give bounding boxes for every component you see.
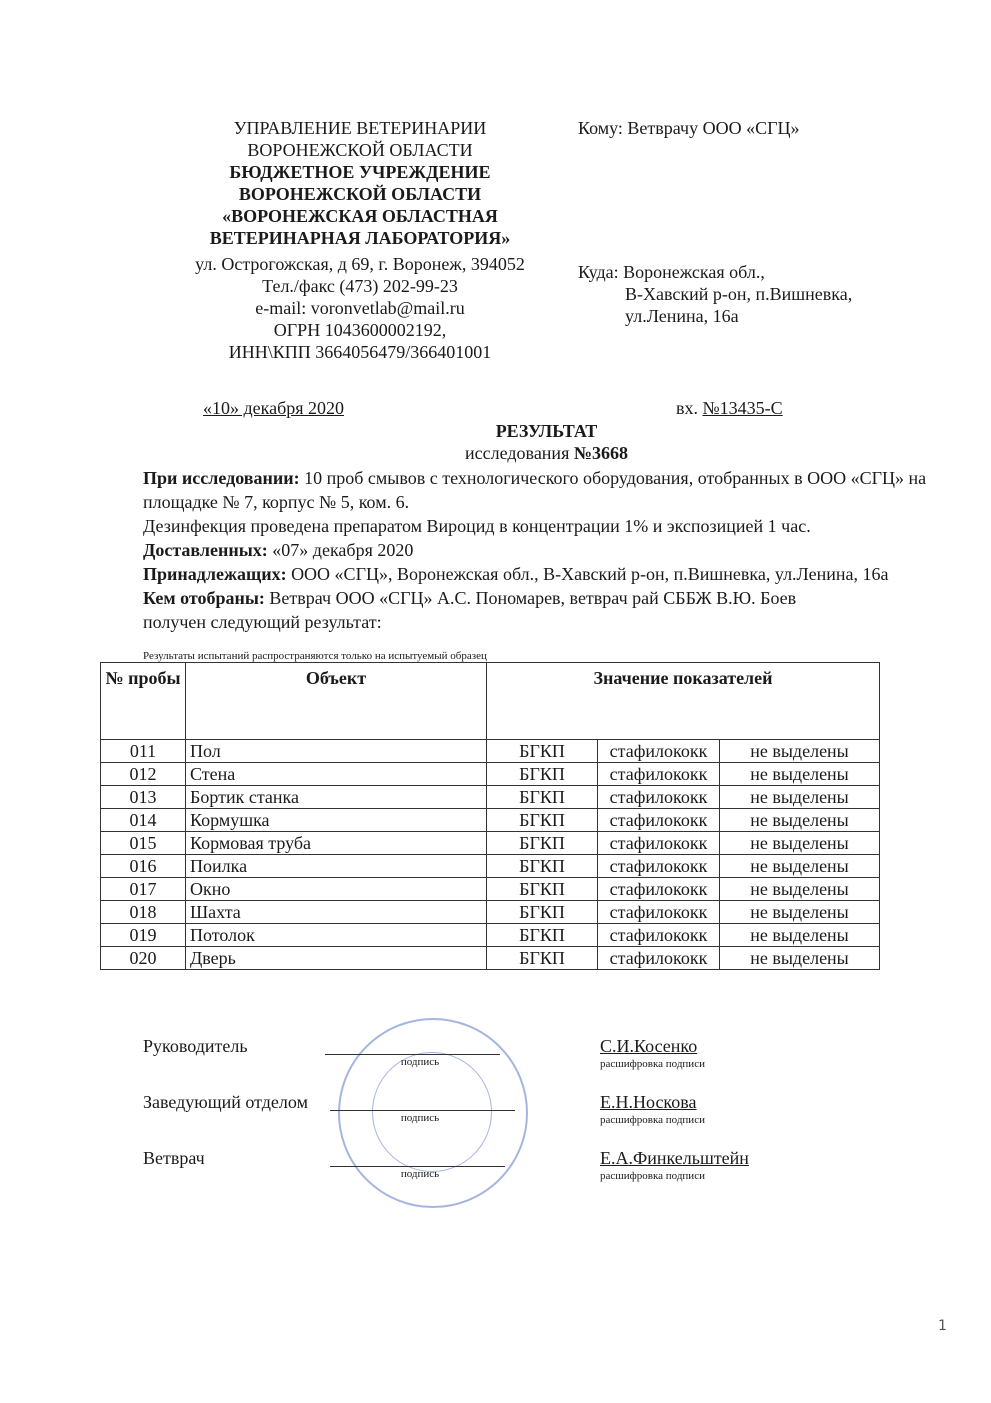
table-row [101, 763, 880, 786]
sample-no: 017 [101, 878, 186, 901]
object-name: Поилка [186, 855, 487, 878]
incoming-no: №13435-С [702, 398, 783, 418]
object-name: Потолок [186, 924, 487, 947]
sample-no: 019 [101, 924, 186, 947]
org-address: ул. Острогожская, д 69, г. Воронеж, 394052 [195, 254, 525, 274]
disinfection-text: Дезинфекция проведена препаратом Вироцид в концентрации 1% и экспозицией 1 час. [143, 516, 811, 536]
sample-no: 014 [101, 809, 186, 832]
signature-decode-caption: расшифровка подписи [600, 1058, 705, 1070]
study-number: №3668 [573, 443, 628, 463]
signature-line [330, 1166, 505, 1167]
object-name: Стена [186, 763, 487, 786]
sample-no: 015 [101, 832, 186, 855]
research-paragraph [143, 466, 943, 514]
org-line: УПРАВЛЕНИЕ ВЕТЕРИНАРИИ [233, 118, 487, 138]
table-row [101, 832, 880, 855]
recipient-to: Кому: Ветврачу ООО «СГЦ» [578, 118, 800, 138]
header-values: Значение показателей [487, 663, 880, 740]
indicator-bgkp: БГКП [487, 924, 598, 947]
object-name: Дверь [186, 947, 487, 970]
indicator-bgkp: БГКП [487, 855, 598, 878]
signature-line [330, 1110, 515, 1111]
table-row [101, 924, 880, 947]
results-note: Результаты испытаний распространяются только на испытуемый образец [143, 650, 487, 662]
signature-caption: подпись [400, 1056, 440, 1068]
indicator-bgkp: БГКП [487, 740, 598, 763]
where-line: В-Хавский р-он, п.Вишневка, [625, 284, 853, 304]
delivered-paragraph [143, 538, 943, 562]
sampled-text: Ветврач ООО «СГЦ» А.С. Пономарев, ветврач рай СББЖ В.Ю. Боев [264, 588, 797, 608]
result-value: не выделены [720, 832, 880, 855]
signature-role: Заведующий отделом [143, 1092, 308, 1112]
results-table [100, 662, 880, 970]
object-name: Бортик станка [186, 786, 487, 809]
table-row [101, 809, 880, 832]
sampled-paragraph [143, 586, 943, 610]
recipient-where [578, 261, 852, 327]
signature-decode-caption: расшифровка подписи [600, 1114, 705, 1126]
result-value: не выделены [720, 763, 880, 786]
org-phone: Тел./факс (473) 202-99-23 [262, 276, 458, 296]
indicator-staph: стафилококк [598, 878, 720, 901]
result-intro: получен следующий результат: [143, 612, 382, 632]
indicator-staph: стафилококк [598, 901, 720, 924]
indicator-bgkp: БГКП [487, 809, 598, 832]
signer-name: Е.Н.Носкова [600, 1092, 697, 1112]
indicator-staph: стафилококк [598, 740, 720, 763]
object-name: Пол [186, 740, 487, 763]
result-value: не выделены [720, 786, 880, 809]
document-subtitle [0, 443, 991, 464]
signature-decode-caption: расшифровка подписи [600, 1170, 705, 1182]
header-object: Объект [186, 663, 487, 740]
sample-no: 013 [101, 786, 186, 809]
org-inn-kpp: ИНН\КПП 3664056479/366401001 [228, 342, 492, 362]
delivered-text: «07» декабря 2020 [267, 540, 414, 560]
subtitle-prefix: исследования [465, 443, 574, 463]
where-line: ул.Ленина, 16а [625, 306, 739, 326]
indicator-bgkp: БГКП [487, 832, 598, 855]
belonging-label: Принадлежащих: [143, 564, 287, 584]
indicator-staph: стафилококк [598, 855, 720, 878]
result-value: не выделены [720, 878, 880, 901]
result-value: не выделены [720, 947, 880, 970]
indicator-staph: стафилококк [598, 786, 720, 809]
org-email: e-mail: voronvetlab@mail.ru [255, 298, 465, 318]
org-line: ВЕТЕРИНАРНАЯ ЛАБОРАТОРИЯ» [209, 228, 511, 248]
signer-name: Е.А.Финкельштейн [600, 1148, 749, 1168]
indicator-staph: стафилококк [598, 832, 720, 855]
signature-role: Ветврач [143, 1148, 205, 1168]
result-value: не выделены [720, 924, 880, 947]
org-line: ВОРОНЕЖСКОЙ ОБЛАСТИ [238, 184, 482, 204]
sample-no: 016 [101, 855, 186, 878]
document-body [143, 466, 943, 634]
page-number: 1 [938, 1318, 947, 1334]
delivered-label: Доставленных: [143, 540, 268, 560]
object-name: Шахта [186, 901, 487, 924]
sample-no: 012 [101, 763, 186, 786]
signer-name: С.И.Косенко [600, 1036, 698, 1056]
incoming-number [676, 398, 783, 419]
org-line: «ВОРОНЕЖСКАЯ ОБЛАСТНАЯ [222, 206, 498, 226]
incoming-prefix: вх. [676, 398, 703, 418]
table-header-row [101, 663, 880, 740]
org-ogrn: ОГРН 1043600002192, [273, 320, 447, 340]
sample-no: 018 [101, 901, 186, 924]
research-label: При исследовании: [143, 468, 300, 488]
indicator-staph: стафилококк [598, 763, 720, 786]
table-row [101, 786, 880, 809]
document-date: «10» декабря 2020 [203, 398, 345, 418]
org-header [150, 117, 570, 363]
org-line: БЮДЖЕТНОЕ УЧРЕЖДЕНИЕ [229, 162, 491, 182]
sampled-label: Кем отобраны: [143, 588, 265, 608]
indicator-staph: стафилококк [598, 924, 720, 947]
indicator-bgkp: БГКП [487, 878, 598, 901]
indicator-staph: стафилококк [598, 947, 720, 970]
table-row [101, 740, 880, 763]
belonging-paragraph [143, 562, 903, 586]
signature-caption: подпись [400, 1112, 440, 1124]
sample-no: 020 [101, 947, 186, 970]
where-line: Куда: Воронежская обл., [578, 262, 765, 282]
table-row [101, 947, 880, 970]
research-text: 10 проб смывов с технологического оборудования, отобранных в ООО «СГЦ» на площадке № 7, корпус № 5, ком. 6. [143, 468, 927, 512]
indicator-bgkp: БГКП [487, 901, 598, 924]
document-title: РЕЗУЛЬТАТ [495, 421, 598, 441]
indicator-staph: стафилококк [598, 809, 720, 832]
table-row [101, 855, 880, 878]
result-value: не выделены [720, 901, 880, 924]
table-row [101, 878, 880, 901]
indicator-bgkp: БГКП [487, 786, 598, 809]
object-name: Окно [186, 878, 487, 901]
belonging-text: ООО «СГЦ», Воронежская обл., В-Хавский р-он, п.Вишневка, ул.Ленина, 16а [286, 564, 889, 584]
signature-caption: подпись [400, 1168, 440, 1180]
result-value: не выделены [720, 740, 880, 763]
signature-line [325, 1054, 500, 1055]
indicator-bgkp: БГКП [487, 947, 598, 970]
org-line: ВОРОНЕЖСКОЙ ОБЛАСТИ [247, 140, 473, 160]
sample-no: 011 [101, 740, 186, 763]
table-row [101, 901, 880, 924]
header-sample-no: № пробы [101, 663, 186, 740]
object-name: Кормушка [186, 809, 487, 832]
indicator-bgkp: БГКП [487, 763, 598, 786]
object-name: Кормовая труба [186, 832, 487, 855]
result-value: не выделены [720, 855, 880, 878]
signature-role: Руководитель [143, 1036, 248, 1056]
result-value: не выделены [720, 809, 880, 832]
